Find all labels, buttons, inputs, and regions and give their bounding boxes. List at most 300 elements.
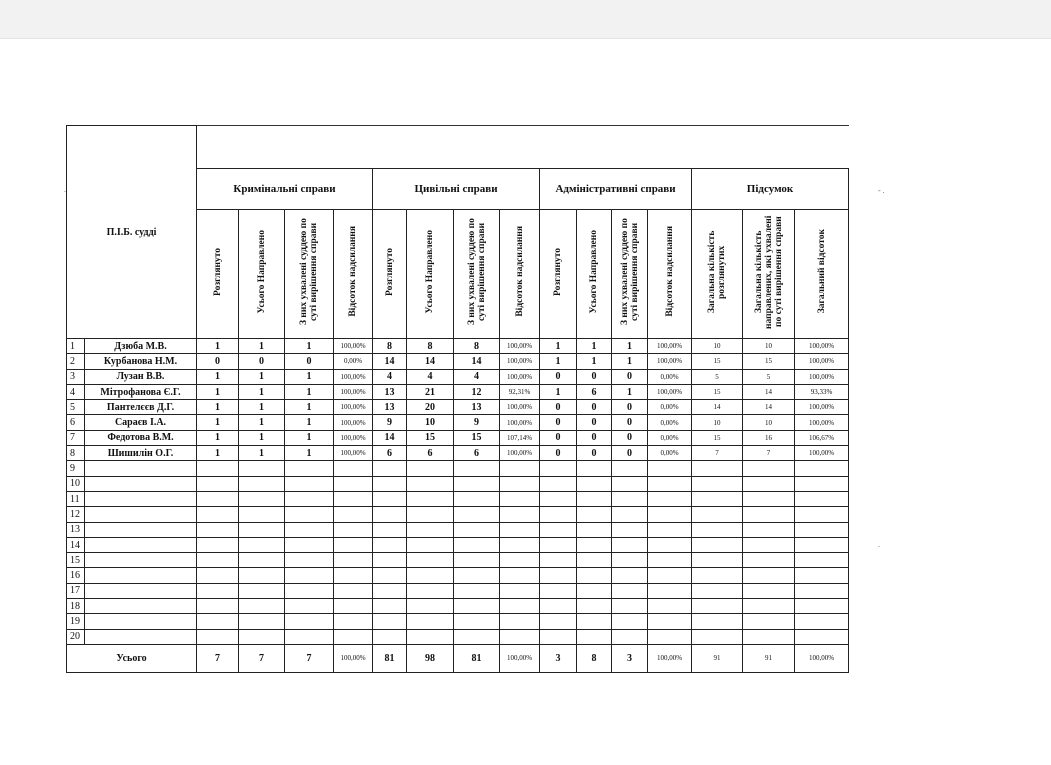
table-cell: 0 bbox=[577, 369, 612, 384]
column-header bbox=[612, 210, 648, 339]
table-cell bbox=[285, 614, 334, 629]
judge-name: Сараєв І.А. bbox=[85, 415, 197, 430]
table-cell: 1 bbox=[285, 369, 334, 384]
table-cell bbox=[500, 629, 540, 644]
table-cell: 1 bbox=[285, 339, 334, 354]
table-cell bbox=[197, 522, 239, 537]
table-cell bbox=[612, 553, 648, 568]
table-cell: 4 bbox=[454, 369, 500, 384]
total-cell: 91 bbox=[743, 644, 795, 672]
table-cell: 0,00% bbox=[648, 446, 692, 461]
table-cell bbox=[239, 553, 285, 568]
table-cell bbox=[540, 476, 577, 491]
table-cell bbox=[540, 568, 577, 583]
table-cell: 9 bbox=[373, 415, 407, 430]
table-cell bbox=[285, 491, 334, 506]
table-cell bbox=[239, 629, 285, 644]
table-cell bbox=[285, 537, 334, 552]
table-cell bbox=[239, 599, 285, 614]
table-cell: 0,00% bbox=[648, 400, 692, 415]
table-cell: 1 bbox=[285, 400, 334, 415]
table-row bbox=[67, 568, 849, 583]
table-cell: 6 bbox=[454, 446, 500, 461]
table-cell bbox=[577, 599, 612, 614]
table-cell: 21 bbox=[407, 384, 454, 399]
table-cell bbox=[743, 537, 795, 552]
row-number: 1 bbox=[67, 339, 85, 354]
table-cell bbox=[373, 537, 407, 552]
total-cell: 100,00% bbox=[648, 644, 692, 672]
column-header-label: Загальний відсоток bbox=[816, 229, 827, 314]
table-cell: 100,00% bbox=[500, 400, 540, 415]
table-cell bbox=[692, 568, 743, 583]
table-cell bbox=[454, 583, 500, 598]
judge-name bbox=[85, 583, 197, 598]
table-cell bbox=[239, 568, 285, 583]
table-cell bbox=[648, 476, 692, 491]
table-cell bbox=[577, 461, 612, 476]
table-cell: 100,00% bbox=[500, 415, 540, 430]
column-header bbox=[577, 210, 612, 339]
table-row bbox=[67, 354, 849, 369]
table-cell: 15 bbox=[454, 430, 500, 445]
table-cell bbox=[743, 522, 795, 537]
table-cell bbox=[540, 553, 577, 568]
table-cell bbox=[612, 507, 648, 522]
table-cell: 1 bbox=[197, 415, 239, 430]
table-cell bbox=[540, 507, 577, 522]
table-cell bbox=[454, 507, 500, 522]
table-cell: 100,00% bbox=[334, 400, 373, 415]
table-cell bbox=[407, 599, 454, 614]
group-header: Кримінальні справи bbox=[197, 169, 373, 210]
table-cell bbox=[285, 461, 334, 476]
blank-title-area bbox=[197, 126, 849, 169]
table-cell bbox=[197, 507, 239, 522]
judge-name bbox=[85, 614, 197, 629]
table-cell bbox=[795, 461, 849, 476]
table-cell bbox=[285, 553, 334, 568]
table-cell bbox=[239, 476, 285, 491]
table-cell bbox=[612, 491, 648, 506]
table-cell: 0,00% bbox=[648, 415, 692, 430]
table-cell bbox=[197, 491, 239, 506]
judge-name bbox=[85, 507, 197, 522]
column-header bbox=[373, 210, 407, 339]
column-header bbox=[692, 210, 743, 339]
table-cell: 1 bbox=[197, 430, 239, 445]
table-cell: 7 bbox=[743, 446, 795, 461]
total-cell: 8 bbox=[577, 644, 612, 672]
row-number: 11 bbox=[67, 491, 85, 506]
group-header: Цивільні справи bbox=[373, 169, 540, 210]
column-header-label: Загальна кількість розглянутих bbox=[707, 230, 728, 313]
table-cell bbox=[612, 614, 648, 629]
table-row bbox=[67, 553, 849, 568]
table-cell: 0 bbox=[612, 369, 648, 384]
column-header-label: Усього Направлено bbox=[425, 229, 436, 314]
judge-name bbox=[85, 476, 197, 491]
table-cell bbox=[334, 629, 373, 644]
table-cell bbox=[743, 629, 795, 644]
table-cell bbox=[407, 476, 454, 491]
table-cell bbox=[373, 614, 407, 629]
table-row bbox=[67, 430, 849, 445]
table-cell: 15 bbox=[692, 354, 743, 369]
table-cell: 12 bbox=[454, 384, 500, 399]
judge-name: Федотова В.М. bbox=[85, 430, 197, 445]
judge-name: Шишилін О.Г. bbox=[85, 446, 197, 461]
table-cell bbox=[795, 599, 849, 614]
judge-name: Лузан В.В. bbox=[85, 369, 197, 384]
table-cell bbox=[648, 537, 692, 552]
table-cell bbox=[407, 537, 454, 552]
table-cell bbox=[454, 476, 500, 491]
table-cell bbox=[795, 583, 849, 598]
table-row bbox=[67, 599, 849, 614]
table-cell bbox=[795, 522, 849, 537]
row-number: 19 bbox=[67, 614, 85, 629]
table-cell: 1 bbox=[612, 384, 648, 399]
judge-name: Курбанова Н.М. bbox=[85, 354, 197, 369]
table-cell: 0 bbox=[285, 354, 334, 369]
table-cell bbox=[795, 537, 849, 552]
table-cell: 1 bbox=[197, 400, 239, 415]
column-header bbox=[795, 210, 849, 339]
table-cell bbox=[577, 553, 612, 568]
row-number: 12 bbox=[67, 507, 85, 522]
table-cell bbox=[577, 491, 612, 506]
table-cell: 10 bbox=[407, 415, 454, 430]
table-cell: 1 bbox=[197, 369, 239, 384]
table-cell bbox=[795, 491, 849, 506]
table-cell bbox=[373, 476, 407, 491]
total-cell: 7 bbox=[239, 644, 285, 672]
column-header-label: З них ухвалені суддею по суті вирішення справи bbox=[619, 218, 640, 325]
table-row bbox=[67, 400, 849, 415]
table-cell bbox=[373, 583, 407, 598]
table-cell bbox=[373, 491, 407, 506]
scan-top-margin bbox=[0, 0, 1051, 39]
table-cell bbox=[612, 522, 648, 537]
table-cell bbox=[373, 522, 407, 537]
table-cell bbox=[500, 522, 540, 537]
table-cell bbox=[540, 461, 577, 476]
table-cell bbox=[743, 553, 795, 568]
table-cell bbox=[500, 553, 540, 568]
table-cell: 1 bbox=[285, 415, 334, 430]
table-cell bbox=[648, 507, 692, 522]
table-cell bbox=[743, 583, 795, 598]
group-header: Підсумок bbox=[692, 169, 849, 210]
table-cell bbox=[197, 553, 239, 568]
table-cell bbox=[577, 568, 612, 583]
judge-name bbox=[85, 461, 197, 476]
table-row bbox=[67, 369, 849, 384]
row-number: 9 bbox=[67, 461, 85, 476]
table-cell bbox=[795, 553, 849, 568]
table-cell bbox=[743, 614, 795, 629]
judge-name bbox=[85, 599, 197, 614]
table-cell: 100,00% bbox=[648, 339, 692, 354]
row-number: 3 bbox=[67, 369, 85, 384]
table-cell: 6 bbox=[407, 446, 454, 461]
table-cell bbox=[334, 522, 373, 537]
table-cell bbox=[500, 583, 540, 598]
row-number: 10 bbox=[67, 476, 85, 491]
table-cell bbox=[285, 568, 334, 583]
table-cell: 0 bbox=[239, 354, 285, 369]
table-cell bbox=[197, 629, 239, 644]
table-row bbox=[67, 537, 849, 552]
table-cell bbox=[454, 491, 500, 506]
table-cell: 100,00% bbox=[334, 339, 373, 354]
column-header-label: Відсоток надсилання bbox=[348, 226, 359, 317]
table-cell bbox=[692, 507, 743, 522]
row-number: 13 bbox=[67, 522, 85, 537]
table-cell: 10 bbox=[743, 339, 795, 354]
table-cell: 107,14% bbox=[500, 430, 540, 445]
row-number: 15 bbox=[67, 553, 85, 568]
total-cell: 98 bbox=[407, 644, 454, 672]
table-cell bbox=[795, 507, 849, 522]
table-cell bbox=[500, 476, 540, 491]
total-cell: 81 bbox=[454, 644, 500, 672]
table-cell: 1 bbox=[540, 339, 577, 354]
table-cell: 0 bbox=[577, 415, 612, 430]
table-cell: 1 bbox=[239, 446, 285, 461]
table-cell bbox=[454, 537, 500, 552]
table-cell: 100,00% bbox=[795, 446, 849, 461]
table-cell: 100,00% bbox=[334, 415, 373, 430]
table-cell bbox=[454, 553, 500, 568]
total-row bbox=[67, 644, 849, 672]
table-cell bbox=[612, 629, 648, 644]
table-cell: 100,00% bbox=[648, 384, 692, 399]
table-cell bbox=[500, 507, 540, 522]
table-cell bbox=[743, 568, 795, 583]
table-cell bbox=[407, 629, 454, 644]
row-number: 5 bbox=[67, 400, 85, 415]
table-cell bbox=[285, 629, 334, 644]
judge-name: Мітрофанова Є.Г. bbox=[85, 384, 197, 399]
table-cell: 1 bbox=[285, 446, 334, 461]
table-cell bbox=[373, 461, 407, 476]
table-cell: 0 bbox=[540, 446, 577, 461]
table-cell: 100,00% bbox=[334, 430, 373, 445]
table-cell bbox=[197, 583, 239, 598]
row-number: 7 bbox=[67, 430, 85, 445]
table-cell bbox=[500, 599, 540, 614]
table-cell bbox=[692, 537, 743, 552]
table-cell: 0,00% bbox=[334, 354, 373, 369]
row-number: 14 bbox=[67, 537, 85, 552]
table-cell: 0 bbox=[197, 354, 239, 369]
column-header-label: Розглянуто bbox=[553, 247, 564, 296]
table-cell: 100,00% bbox=[795, 354, 849, 369]
table-cell bbox=[407, 568, 454, 583]
table-cell: 8 bbox=[373, 339, 407, 354]
table-cell: 93,33% bbox=[795, 384, 849, 399]
table-cell bbox=[577, 537, 612, 552]
total-cell: 7 bbox=[285, 644, 334, 672]
table-cell bbox=[407, 553, 454, 568]
table-cell: 100,00% bbox=[795, 400, 849, 415]
table-cell bbox=[239, 507, 285, 522]
table-cell bbox=[373, 568, 407, 583]
table-cell bbox=[500, 568, 540, 583]
table-cell: 100,00% bbox=[500, 446, 540, 461]
row-number: 17 bbox=[67, 583, 85, 598]
column-header-label: Відсоток надсилання bbox=[664, 226, 675, 317]
table-cell bbox=[197, 461, 239, 476]
table-cell: 15 bbox=[692, 384, 743, 399]
table-cell bbox=[285, 583, 334, 598]
table-cell: 13 bbox=[373, 400, 407, 415]
table-cell: 0 bbox=[612, 446, 648, 461]
table-cell bbox=[285, 507, 334, 522]
table-cell: 14 bbox=[373, 430, 407, 445]
table-cell bbox=[407, 614, 454, 629]
total-label: Усього bbox=[67, 644, 197, 672]
total-cell: 91 bbox=[692, 644, 743, 672]
table-cell: 5 bbox=[743, 369, 795, 384]
table-cell bbox=[743, 491, 795, 506]
judge-name bbox=[85, 522, 197, 537]
column-header bbox=[500, 210, 540, 339]
table-cell bbox=[407, 583, 454, 598]
table-cell bbox=[612, 461, 648, 476]
report-table bbox=[66, 125, 849, 673]
total-cell: 100,00% bbox=[500, 644, 540, 672]
column-header bbox=[334, 210, 373, 339]
table-cell bbox=[373, 629, 407, 644]
table-cell: 14 bbox=[454, 354, 500, 369]
table-cell bbox=[648, 614, 692, 629]
table-cell bbox=[500, 461, 540, 476]
table-cell: 15 bbox=[743, 354, 795, 369]
table-cell bbox=[648, 461, 692, 476]
column-header bbox=[743, 210, 795, 339]
column-header bbox=[239, 210, 285, 339]
table-cell bbox=[648, 491, 692, 506]
table-cell bbox=[795, 568, 849, 583]
table-cell: 1 bbox=[285, 384, 334, 399]
judge-name bbox=[85, 491, 197, 506]
table-cell bbox=[540, 599, 577, 614]
table-cell: 0 bbox=[540, 415, 577, 430]
table-cell: 14 bbox=[692, 400, 743, 415]
table-cell bbox=[454, 522, 500, 537]
table-cell bbox=[692, 614, 743, 629]
table-cell bbox=[743, 507, 795, 522]
table-cell bbox=[454, 629, 500, 644]
table-cell bbox=[795, 614, 849, 629]
row-number: 4 bbox=[67, 384, 85, 399]
column-header-label: Розглянуто bbox=[384, 247, 395, 296]
table-cell bbox=[373, 553, 407, 568]
table-cell: 0 bbox=[577, 446, 612, 461]
group-header: Адміністративні справи bbox=[540, 169, 692, 210]
table-cell bbox=[239, 461, 285, 476]
table-row bbox=[67, 461, 849, 476]
table-cell: 4 bbox=[407, 369, 454, 384]
column-header-label: Розглянуто bbox=[212, 247, 223, 296]
table-cell bbox=[692, 583, 743, 598]
judge-name bbox=[85, 553, 197, 568]
table-cell bbox=[648, 522, 692, 537]
table-cell bbox=[577, 522, 612, 537]
table-cell: 20 bbox=[407, 400, 454, 415]
table-cell bbox=[239, 491, 285, 506]
table-cell: 1 bbox=[577, 354, 612, 369]
table-cell bbox=[334, 507, 373, 522]
table-cell: 0,00% bbox=[648, 430, 692, 445]
table-cell bbox=[285, 476, 334, 491]
table-cell: 0 bbox=[577, 400, 612, 415]
table-cell bbox=[500, 614, 540, 629]
table-cell bbox=[334, 491, 373, 506]
table-cell bbox=[648, 599, 692, 614]
table-cell: 100,00% bbox=[334, 384, 373, 399]
table-cell: 5 bbox=[692, 369, 743, 384]
table-cell bbox=[577, 507, 612, 522]
table-cell bbox=[540, 491, 577, 506]
total-cell: 100,00% bbox=[795, 644, 849, 672]
table-row bbox=[67, 614, 849, 629]
total-cell: 81 bbox=[373, 644, 407, 672]
table-cell bbox=[540, 629, 577, 644]
table-cell: 16 bbox=[743, 430, 795, 445]
table-cell: 15 bbox=[407, 430, 454, 445]
table-cell bbox=[648, 553, 692, 568]
table-cell: 1 bbox=[239, 430, 285, 445]
table-cell: 100,00% bbox=[795, 415, 849, 430]
table-cell: 100,00% bbox=[334, 369, 373, 384]
table-cell bbox=[500, 491, 540, 506]
judge-name bbox=[85, 629, 197, 644]
column-header bbox=[407, 210, 454, 339]
column-header-label: Усього Направлено bbox=[256, 229, 267, 314]
table-cell: 100,00% bbox=[500, 339, 540, 354]
total-cell: 7 bbox=[197, 644, 239, 672]
table-cell: 1 bbox=[239, 339, 285, 354]
column-header-label: Загальна кількість направлених, які ухвалені по суті вирішення справи bbox=[753, 214, 784, 329]
judge-name bbox=[85, 568, 197, 583]
column-header-label: Відсоток надсилання bbox=[514, 226, 525, 317]
judge-name: Дзюба М.В. bbox=[85, 339, 197, 354]
table-cell bbox=[577, 614, 612, 629]
table-cell bbox=[692, 553, 743, 568]
table-cell bbox=[239, 583, 285, 598]
pib-header: П.І.Б. судді bbox=[67, 126, 197, 339]
table-cell: 1 bbox=[612, 339, 648, 354]
table-cell: 4 bbox=[373, 369, 407, 384]
column-header bbox=[540, 210, 577, 339]
header-row-top bbox=[67, 126, 849, 169]
table-cell bbox=[239, 614, 285, 629]
table-cell bbox=[334, 583, 373, 598]
table-cell bbox=[407, 491, 454, 506]
table-cell bbox=[612, 568, 648, 583]
table-cell: 92,31% bbox=[500, 384, 540, 399]
table-cell: 13 bbox=[454, 400, 500, 415]
column-header-label: З них ухвалені суддею по суті вирішення справи bbox=[299, 218, 320, 325]
table-cell bbox=[373, 599, 407, 614]
table-cell: 1 bbox=[577, 339, 612, 354]
table-cell bbox=[197, 537, 239, 552]
table-cell: 0,00% bbox=[648, 369, 692, 384]
